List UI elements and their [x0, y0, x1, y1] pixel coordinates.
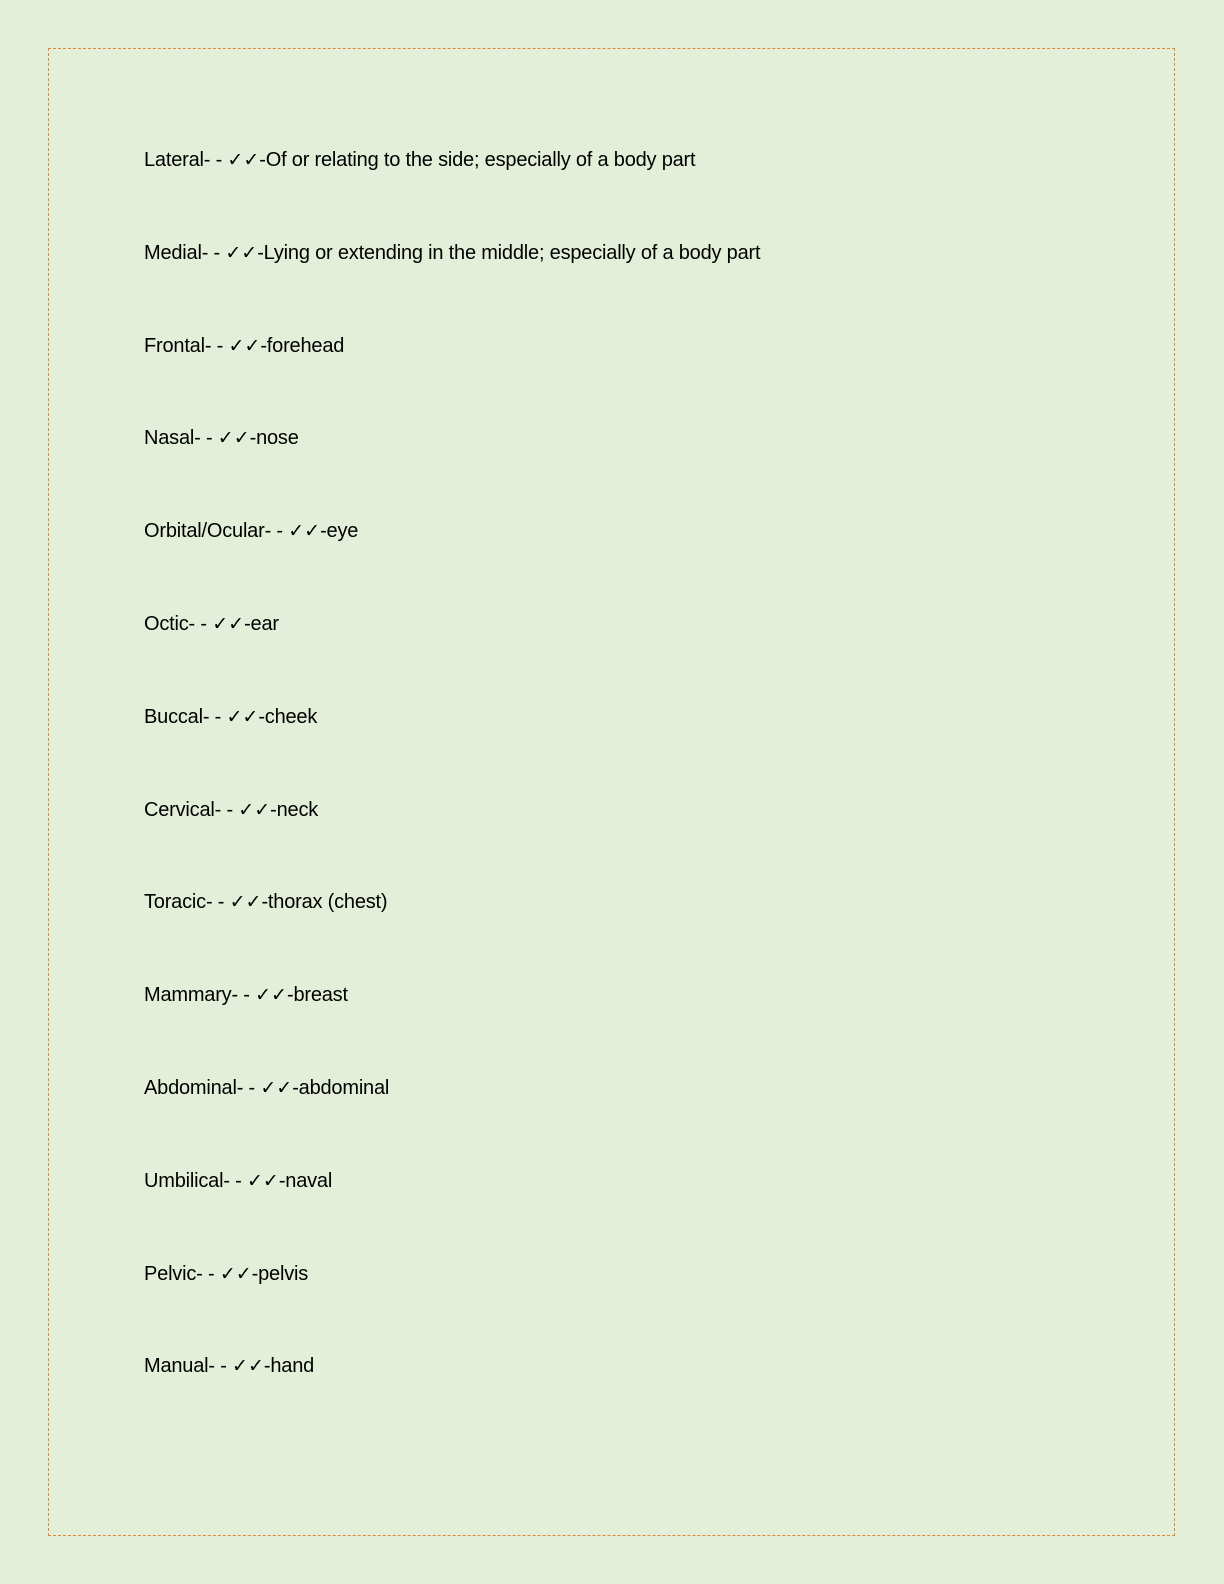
definition: -nose: [249, 427, 299, 450]
term: Octic-: [144, 612, 196, 635]
separator: -: [214, 1355, 233, 1378]
separator: -: [208, 241, 226, 264]
list-item: [144, 519, 760, 612]
check-mark-icon: ✓✓: [255, 984, 287, 1007]
separator: -: [209, 705, 227, 728]
term: Manual-: [144, 1355, 215, 1378]
term: Lateral-: [144, 149, 211, 171]
term: Cervical-: [144, 798, 222, 821]
check-mark-icon: ✓✓: [226, 705, 259, 728]
separator: -: [200, 427, 218, 450]
definition: -Of or relating to the side; especially of a body part: [259, 149, 696, 171]
separator: -: [211, 334, 229, 357]
list-item: [144, 612, 760, 705]
definition: -forehead: [260, 334, 345, 357]
term: Medial-: [144, 241, 209, 264]
definition: -Lying or extending in the middle; especially of a body part: [257, 241, 761, 264]
separator: -: [271, 520, 289, 543]
term: Pelvic-: [144, 1262, 203, 1285]
definition: -abdominal: [292, 1076, 390, 1099]
definition: -hand: [263, 1355, 315, 1378]
definition: -pelvis: [251, 1262, 309, 1285]
definition: -cheek: [258, 705, 318, 728]
list-item: [144, 426, 760, 519]
term: Nasal-: [144, 427, 201, 450]
term: Umbilical-: [144, 1169, 230, 1192]
check-mark-icon: ✓✓: [228, 334, 261, 357]
term-list: [144, 148, 760, 1447]
separator: -: [221, 798, 239, 821]
term: Mammary-: [144, 984, 238, 1007]
list-item: [144, 148, 760, 241]
check-mark-icon: ✓✓: [219, 1262, 252, 1285]
definition: -thorax (chest): [261, 891, 388, 914]
check-mark-icon: ✓✓: [246, 1169, 279, 1192]
list-item: [144, 705, 760, 798]
check-mark-icon: ✓✓: [225, 241, 258, 264]
term: Frontal-: [144, 334, 212, 357]
separator: -: [210, 149, 228, 171]
list-item: [144, 983, 760, 1076]
definition: -eye: [320, 520, 359, 543]
check-mark-icon: ✓✓: [238, 798, 271, 821]
list-item: [144, 890, 760, 983]
check-mark-icon: ✓✓: [232, 1355, 264, 1378]
check-mark-icon: ✓✓: [217, 427, 250, 450]
term: Toracic-: [144, 891, 213, 914]
term: Abdominal-: [144, 1076, 244, 1099]
term: Buccal-: [144, 705, 210, 728]
separator: -: [212, 891, 230, 914]
check-mark-icon: ✓✓: [229, 891, 262, 914]
list-item: [144, 1076, 760, 1169]
list-item: [144, 241, 760, 334]
separator: -: [202, 1262, 220, 1285]
check-mark-icon: ✓✓: [212, 612, 245, 635]
check-mark-icon: ✓✓: [227, 149, 260, 171]
separator: -: [229, 1169, 247, 1192]
definition: -neck: [270, 798, 319, 821]
check-mark-icon: ✓✓: [260, 1076, 293, 1099]
list-item: [144, 798, 760, 891]
separator: -: [237, 984, 256, 1007]
term: Orbital/Ocular-: [144, 520, 272, 543]
definition: -breast: [286, 984, 348, 1007]
definition: -naval: [278, 1169, 333, 1192]
check-mark-icon: ✓✓: [288, 520, 321, 543]
list-item: [144, 334, 760, 427]
list-item: [144, 1262, 760, 1355]
definition: -ear: [244, 612, 279, 635]
list-item: [144, 1169, 760, 1262]
separator: -: [243, 1076, 261, 1099]
list-item: [144, 1354, 760, 1447]
separator: -: [195, 612, 213, 635]
